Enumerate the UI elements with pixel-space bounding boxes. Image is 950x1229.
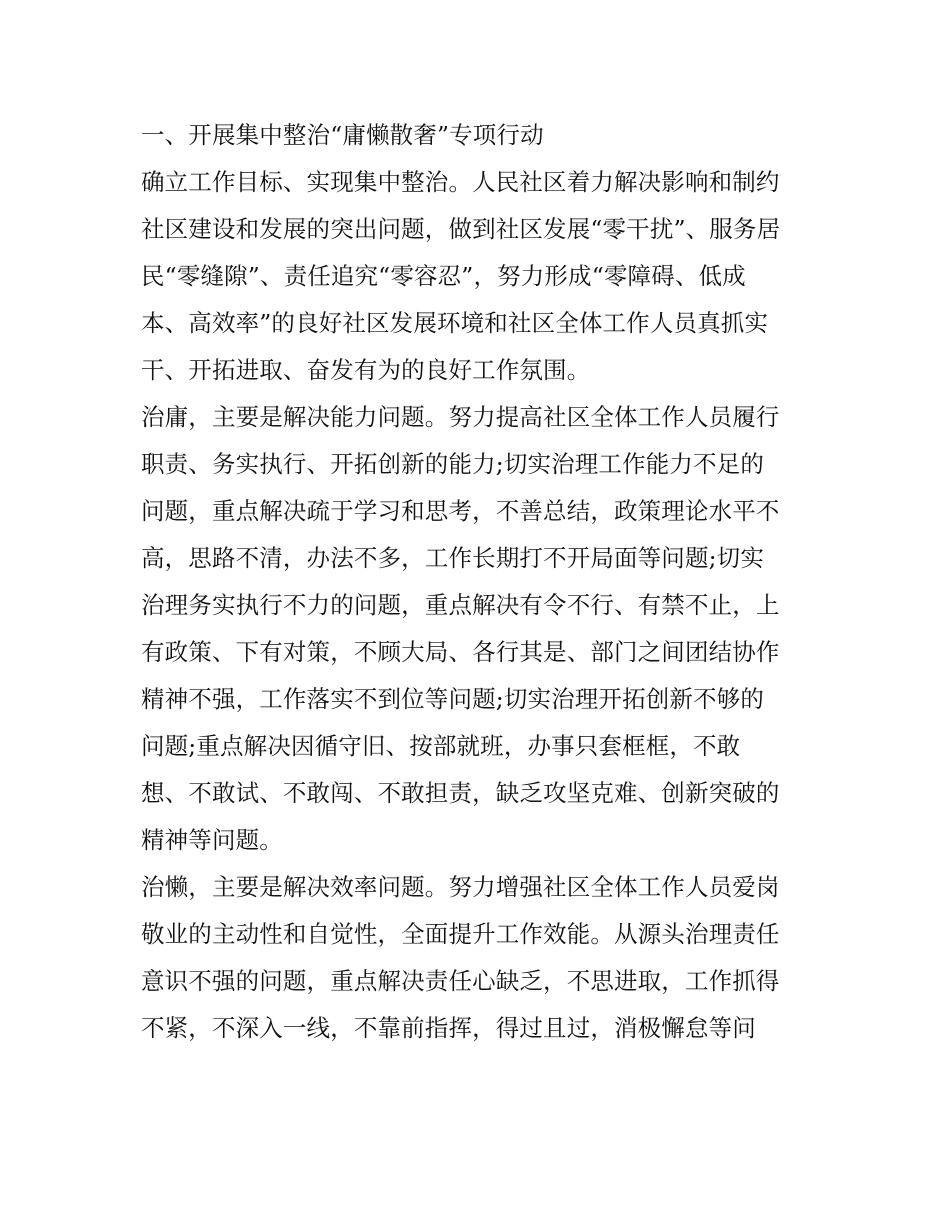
text-line: 敬业的主动性和自觉性，全面提升工作效能。从源头治理责任 (141, 920, 780, 948)
section-heading: 一、开展集中整治“庸懒散奢”专项行动 (141, 121, 544, 149)
text-line: 确立工作目标、实现集中整治。人民社区着力解决影响和制约 (141, 168, 780, 196)
text-line: 职责、务实执行、开拓创新的能力;切实治理工作能力不足的 (141, 450, 764, 478)
text-line: 有政策、下有对策，不顾大局、各行其是、部门之间团结协作 (141, 638, 780, 666)
text-line: 问题;重点解决因循守旧、按部就班，办事只套框框，不敢 (141, 732, 741, 760)
text-line: 想、不敢试、不敢闯、不敢担责，缺乏攻坚克难、创新突破的 (141, 779, 780, 807)
text-line: 不紧，不深入一线，不靠前指挥，得过且过，消极懈怠等问 (141, 1014, 756, 1042)
text-line: 问题，重点解决疏于学习和思考，不善总结，政策理论水平不 (141, 497, 780, 525)
text-line: 民“零缝隙”、责任追究“零容忍”，努力形成“零障碍、低成 (141, 262, 746, 290)
text-line: 精神等问题。 (141, 826, 283, 854)
text-line: 高，思路不清，办法不多，工作长期打不开局面等问题;切实 (141, 544, 764, 572)
text-line: 精神不强，工作落实不到位等问题;切实治理开拓创新不够的 (141, 685, 764, 713)
text-line: 治理务实执行不力的问题，重点解决有令不行、有禁不止，上 (141, 591, 780, 619)
text-line: 社区建设和发展的突出问题，做到社区发展“零干扰”、服务居 (141, 215, 781, 243)
text-line: 治庸，主要是解决能力问题。努力提高社区全体工作人员履行 (141, 403, 780, 431)
text-line: 治懒，主要是解决效率问题。努力增强社区全体工作人员爱岗 (141, 873, 780, 901)
text-line: 干、开拓进取、奋发有为的良好工作氛围。 (141, 356, 591, 384)
document-body (141, 112, 821, 1052)
text-line: 本、高效率”的良好社区发展环境和社区全体工作人员真抓实 (141, 309, 769, 337)
text-line: 意识不强的问题，重点解决责任心缺乏，不思进取，工作抓得 (141, 967, 780, 995)
